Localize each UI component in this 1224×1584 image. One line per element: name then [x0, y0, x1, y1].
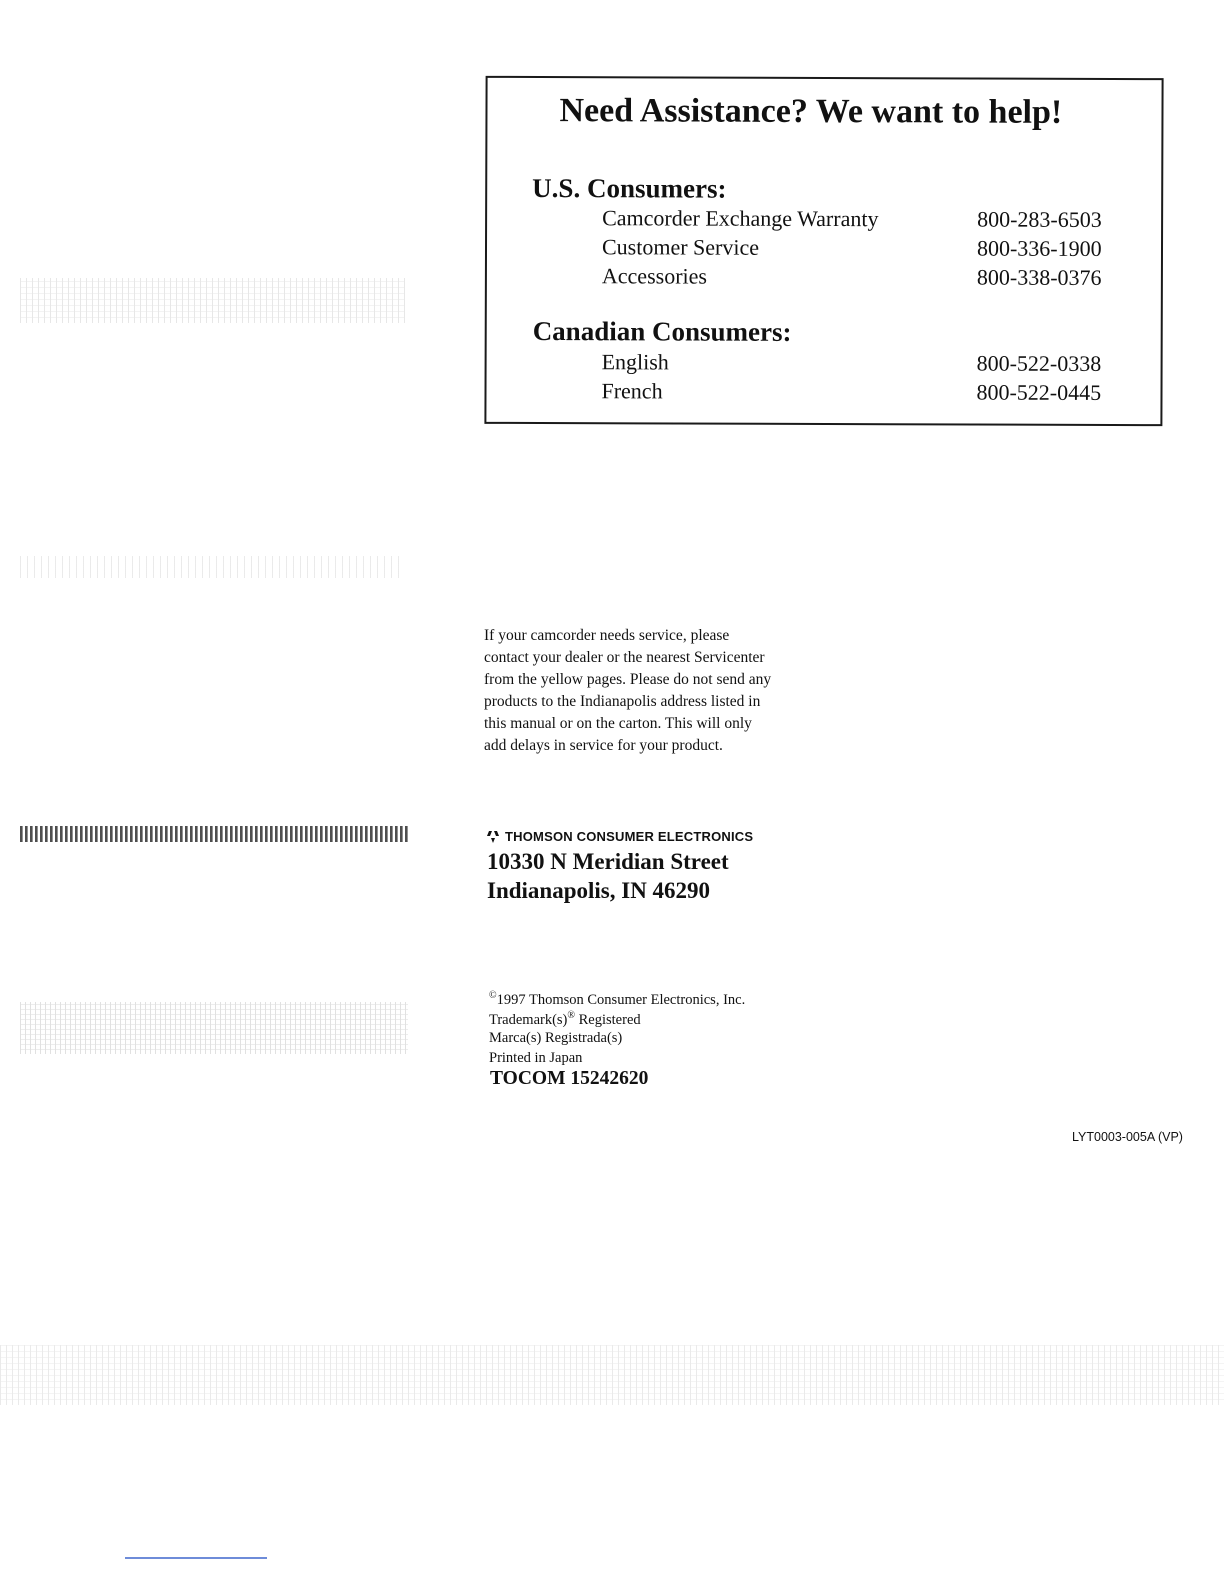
service-note-line: from the yellow pages. Please do not send any	[484, 671, 772, 688]
contact-phone: 800-522-0445	[976, 379, 1102, 405]
registered-symbol: ®	[567, 1010, 575, 1021]
contact-phone: 800-336-1900	[976, 235, 1102, 261]
copyright-text: 1997 Thomson Consumer Electronics, Inc.	[496, 991, 746, 1008]
document-code: LYT0003-005A (VP)	[1072, 1130, 1183, 1144]
thomson-logo-icon	[486, 830, 500, 844]
address-city: Indianapolis, IN 46290	[487, 878, 711, 903]
trademark-suffix: Registered	[575, 1011, 641, 1028]
copyright-line	[489, 990, 745, 1009]
contact-label: Customer Service	[601, 234, 760, 260]
marca-line: Marca(s) Registrada(s)	[489, 1030, 623, 1046]
contact-row	[602, 205, 1122, 235]
contact-label: French	[601, 378, 663, 404]
contact-phone: 800-338-0376	[976, 264, 1102, 290]
service-note-line: products to the Indianapolis address listed in	[484, 693, 761, 710]
contact-label: Accessories	[601, 263, 708, 289]
contact-phone: 800-522-0338	[976, 350, 1102, 376]
contact-row	[602, 263, 1122, 293]
contact-phone: 800-283-6503	[977, 206, 1102, 232]
service-note-line: add delays in service for your product.	[484, 737, 723, 754]
contact-row	[601, 378, 1121, 408]
canadian-consumers-heading: Canadian Consumers:	[532, 315, 792, 347]
scan-noise	[20, 826, 408, 842]
trademark-line	[489, 1010, 641, 1029]
scan-noise	[20, 278, 405, 323]
scan-noise	[125, 1557, 267, 1559]
copyright-symbol: ©	[489, 990, 497, 1001]
us-consumers-heading: U.S. Consumers:	[532, 172, 727, 204]
contact-row	[602, 349, 1122, 379]
service-note-line: this manual or on the carton. This will only	[484, 715, 752, 732]
contact-label: Camcorder Exchange Warranty	[602, 205, 879, 232]
printed-line: Printed in Japan	[489, 1050, 583, 1066]
contact-label: English	[601, 349, 669, 375]
tocom-number: TOCOM 15242620	[490, 1068, 649, 1089]
contact-row	[602, 234, 1122, 264]
scan-noise	[20, 1002, 408, 1054]
address-street: 10330 N Meridian Street	[487, 849, 729, 874]
company-name	[486, 829, 753, 844]
service-note-line: contact your dealer or the nearest Servicenter	[484, 649, 765, 666]
scan-noise	[20, 556, 405, 578]
company-name-text: THOMSON CONSUMER ELECTRONICS	[505, 829, 754, 844]
service-note-line: If your camcorder needs service, please	[484, 627, 730, 644]
assistance-box	[484, 76, 1163, 426]
assistance-title: Need Assistance? We want to help!	[559, 92, 1063, 131]
trademark-prefix: Trademark(s)	[489, 1011, 568, 1028]
scan-noise	[0, 1345, 1224, 1405]
service-note	[484, 625, 829, 757]
